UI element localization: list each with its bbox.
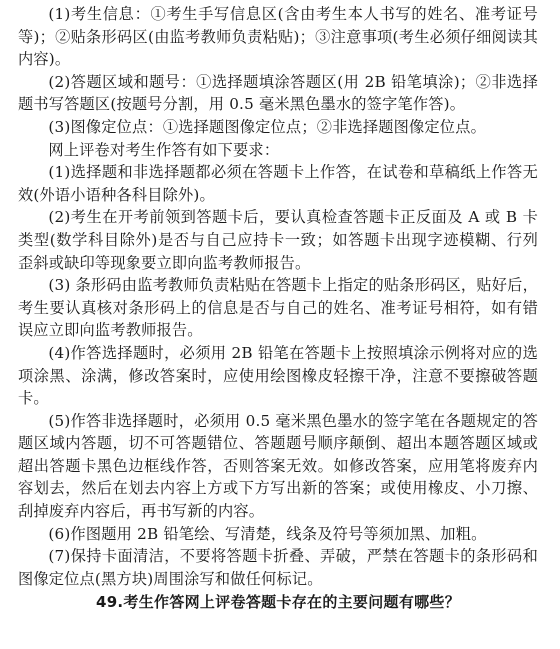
paragraph-requirement-5: (5)作答非选择题时，必须用 0.5 毫米黑色墨水的签字笔在各题规定的答题区域内答题，切不可答题错位、答题题号顺序颠倒、超出本题答题区域或超出答题卡黑色边框线作答，否则答案无效。如修改答案，应用笔将废弃内容划去，然后在划去内容上方或下方写出新的答案；或使用橡皮、小刀擦、刮掉废弃内容后，再书写新的内容。 — [18, 411, 538, 521]
paragraph-requirements-intro: 网上评卷对考生作答有如下要求： — [48, 140, 280, 159]
paragraph-requirement-1: (1)选择题和非选择题都必须在答题卡上作答，在试卷和草稿纸上作答无效(外语小语种各科目除外)。 — [18, 163, 538, 204]
paragraph-requirement-4: (4)作答选择题时，必须用 2B 铅笔在答题卡上按照填涂示例将对应的选项涂黑、涂满，修改答案时，应使用绘图橡皮轻擦干净，注意不要擦破答题卡。 — [18, 343, 538, 408]
paragraph-requirement-7: (7)保持卡面清洁，不要将答题卡折叠、弄破，严禁在答题卡的条形码和图像定位点(黑方块)周围涂写和做任何标记。 — [18, 547, 538, 588]
paragraph-requirement-2: (2)考生在开考前领到答题卡后，要认真检查答题卡正反面及 A 或 B 卡类型(数学科目除外)是否与自己应持卡一致；如答题卡出现字迹模糊、行列歪斜或缺印等现象要立即向监考教师报告。 — [18, 208, 538, 272]
paragraph-requirement-6: (6)作图题用 2B 铅笔绘、写清楚，线条及符号等须加黑、加粗。 — [48, 524, 487, 543]
paragraph-requirement-3: (3) 条形码由监考教师负责粘贴在答题卡上指定的贴条形码区，贴好后，考生要认真核对条形码上的信息是否与自己的姓名、准考证号相符，如有错误应立即向监考教师报告。 — [18, 276, 538, 340]
paragraph-answer-area: (2)答题区域和题号：①选择题填涂答题区(用 2B 铅笔填涂)；②非选择题书写答题区(按题号分割，用 0.5 毫米黑色墨水的签字笔作答)。 — [18, 72, 538, 114]
paragraph-candidate-info: (1)考生信息：①考生手写信息区(含由考生本人书写的姓名、准考证号等)；②贴条形码区(由监考教师负责粘贴)；③注意事项(考生必须仔细阅读其内容)。 — [18, 5, 538, 69]
paragraph-image-anchors: (3)图像定位点：①选择题图像定位点；②非选择题图像定位点。 — [48, 117, 486, 136]
question-heading: 49.考生作答网上评卷答题卡存在的主要问题有哪些？ — [95, 593, 461, 612]
